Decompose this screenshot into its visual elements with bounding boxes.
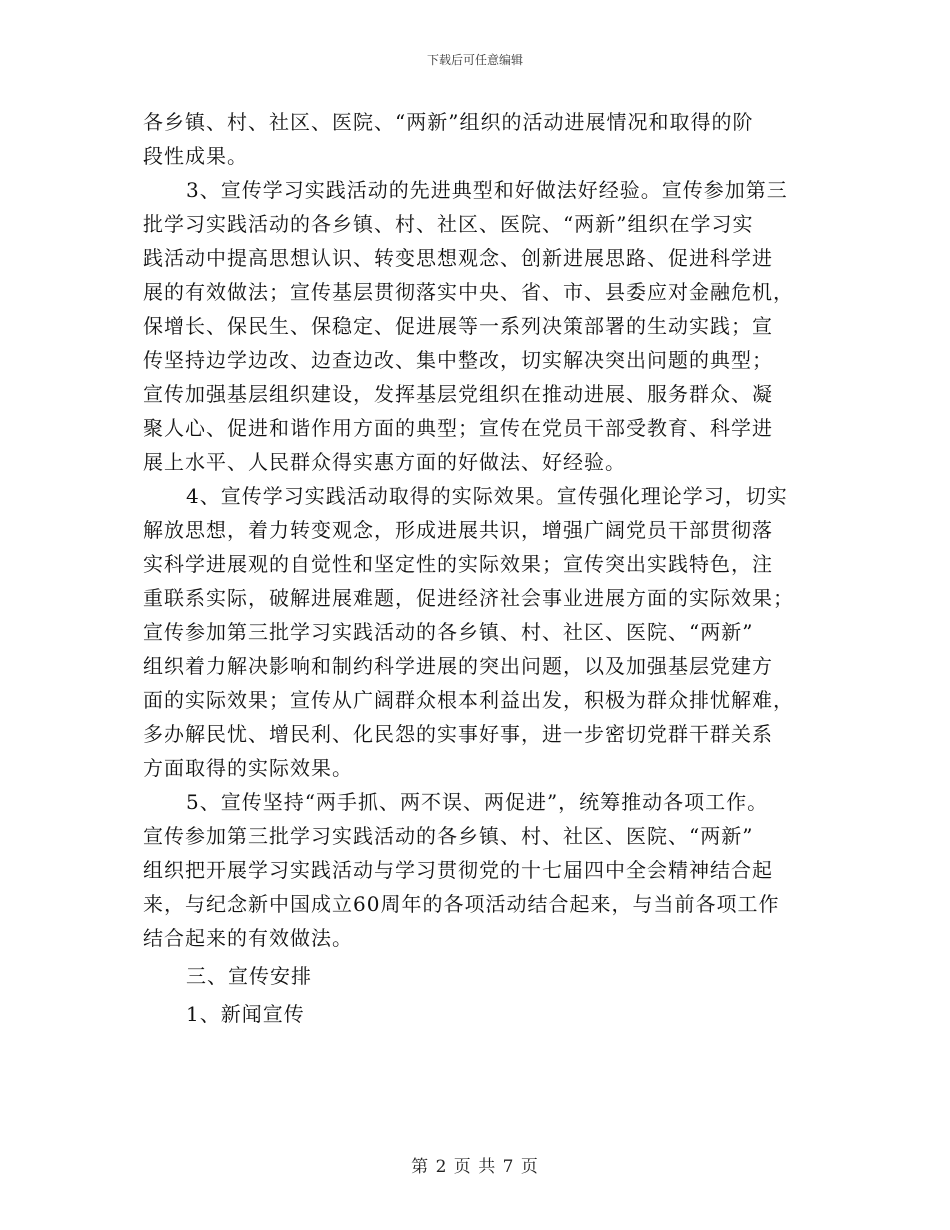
paragraph-3 [143, 173, 808, 479]
text-line: 3、宣传学习实践活动的先进典型和好做法好经验。宣传参加第三 [186, 178, 788, 202]
text-line: 宣传参加第三批学习实践活动的各乡镇、村、社区、医院、“两新” [143, 620, 754, 644]
text-line: 宣传加强基层组织建设，发挥基层党组织在推动进展、服务群众、凝 [143, 382, 773, 406]
text-line: 各乡镇、村、社区、医院、“两新”组织的活动进展情况和取得的阶 [143, 110, 754, 134]
page-header: 下载后可任意编辑 [426, 53, 523, 67]
text-line: 组织把开展学习实践活动与学习贯彻党的十七届四中全会精神结合起 [143, 858, 773, 882]
text-line: 多办解民忧、增民利、化民怨的实事好事，进一步密切党群干群关系 [143, 722, 773, 746]
section-heading [143, 959, 808, 993]
text-line: 解放思想，着力转变观念，形成进展共识，增强广阔党员干部贯彻落 [143, 518, 773, 542]
text-line: 践活动中提高思想认识、转变思想观念、创新进展思路、促进科学进 [143, 246, 773, 270]
text-line: 来，与纪念新中国成立60周年的各项活动结合起来，与当前各项工作 [143, 892, 780, 916]
subsection-title: 1、新闻宣传 [186, 1002, 305, 1026]
text-line: 方面取得的实际效果。 [143, 756, 353, 780]
text-line: 实科学进展观的自觉性和坚定性的实际效果；宣传突出实践特色，注 [143, 552, 773, 576]
text-line: 5、宣传坚持“两手抓、两不误、两促进”，统筹推动各项工作。 [186, 790, 769, 814]
text-line: 面的实际效果；宣传从广阔群众根本利益出发，积极为群众排忧解难， [143, 688, 794, 712]
text-line: 结合起来的有效做法。 [143, 926, 353, 950]
paragraph-5 [143, 785, 808, 955]
paragraph-1 [143, 105, 808, 173]
paragraph-4 [143, 479, 808, 785]
text-line: 组织着力解决影响和制约科学进展的突出问题，以及加强基层党建方 [143, 654, 773, 678]
subsection-heading [143, 997, 808, 1031]
text-line: 批学习实践活动的各乡镇、村、社区、医院、“两新”组织在学习实 [143, 212, 754, 236]
text-line: 展的有效做法；宣传基层贯彻落实中央、省、市、县委应对金融危机， [143, 280, 794, 304]
section-title: 三、宣传安排 [186, 964, 312, 988]
text-line: 聚人心、促进和谐作用方面的典型；宣传在党员干部受教育、科学进 [143, 416, 773, 440]
text-line: 保增长、保民生、保稳定、促进展等一系列决策部署的生动实践；宣 [143, 314, 773, 338]
text-line: 4、宣传学习实践活动取得的实际效果。宣传强化理论学习，切实 [186, 484, 788, 508]
page-number: 第 2 页 共 7 页 [411, 1157, 539, 1177]
text-line: 传坚持边学边改、边查边改、集中整改，切实解决突出问题的典型； [143, 348, 773, 372]
document-body [143, 105, 808, 1031]
text-line: 展上水平、人民群众得实惠方面的好做法、好经验。 [143, 450, 626, 474]
text-line: 段性成果。 [143, 144, 248, 168]
text-line: 重联系实际，破解进展难题，促进经济社会事业进展方面的实际效果； [143, 586, 794, 610]
text-line: 宣传参加第三批学习实践活动的各乡镇、村、社区、医院、“两新” [143, 824, 754, 848]
